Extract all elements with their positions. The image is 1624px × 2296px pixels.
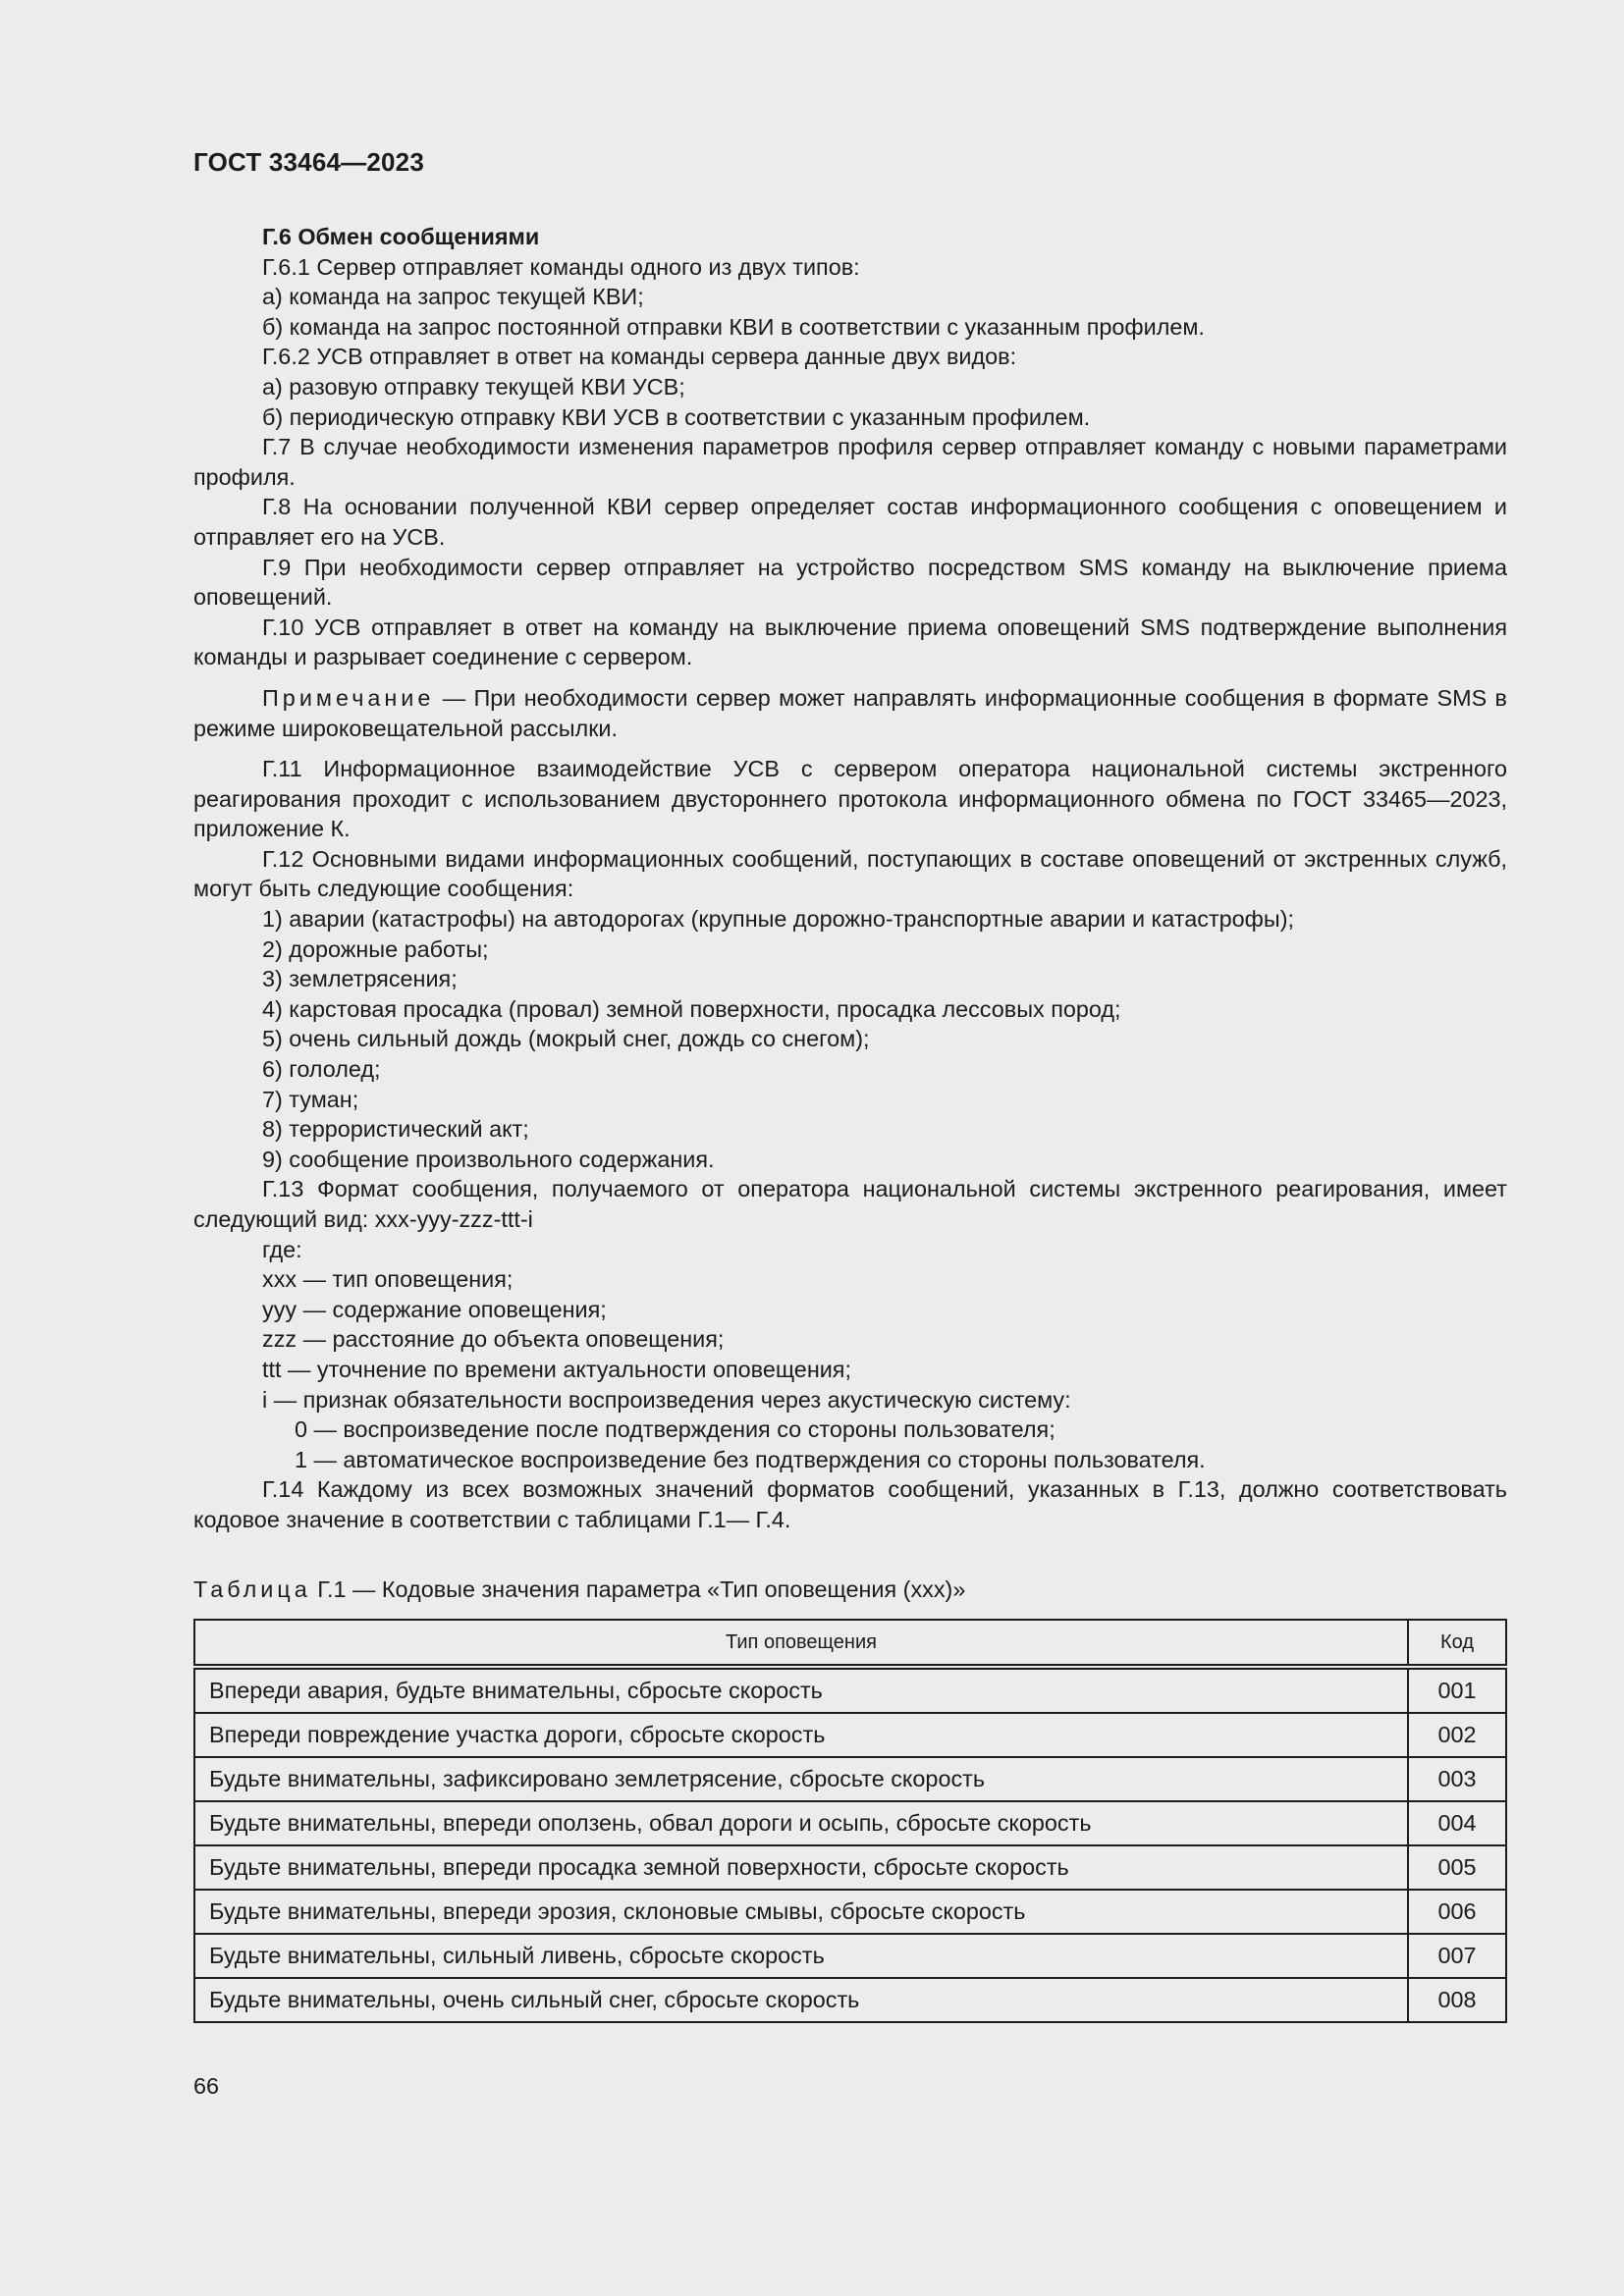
list-item: 9) сообщение произвольного содержания. — [262, 1146, 715, 1172]
document-body — [193, 222, 1507, 1535]
table-row — [194, 1757, 1506, 1801]
paragraph: Г.9 При необходимости сервер отправляет на устройство посредством SMS команду на выключение приема оповещений. — [193, 554, 1507, 611]
table-row — [194, 1890, 1506, 1934]
table-row — [194, 1934, 1506, 1978]
list-item: 2) дорожные работы; — [262, 935, 489, 962]
paragraph: а) команда на запрос текущей КВИ; — [262, 284, 644, 310]
table-row — [194, 1667, 1506, 1713]
table-row — [194, 1713, 1506, 1757]
document-id: ГОСТ 33464—2023 — [193, 147, 424, 177]
cell-code: 003 — [1408, 1757, 1506, 1801]
table-caption-label: Таблица — [193, 1576, 311, 1602]
cell-type: Будьте внимательны, зафиксировано землетрясение, сбросьте скорость — [194, 1757, 1408, 1801]
paragraph: Г.6.1 Сервер отправляет команды одного из двух типов: — [262, 253, 860, 280]
cell-code: 006 — [1408, 1890, 1506, 1934]
definition-item: yyy — содержание оповещения; — [262, 1296, 607, 1322]
list-item: 8) террористический акт; — [262, 1116, 529, 1143]
definition-item: zzz — расстояние до объекта оповещения; — [262, 1326, 725, 1353]
sub-definition-item: 1 — автоматическое воспроизведение без подтверждения со стороны пользователя. — [295, 1446, 1206, 1472]
list-item: 6) гололед; — [262, 1056, 381, 1083]
cell-type: Будьте внимательны, впереди оползень, обвал дороги и осыпь, сбросьте скорость — [194, 1801, 1408, 1845]
sub-definition-item: 0 — воспроизведение после подтверждения со стороны пользователя; — [295, 1416, 1056, 1443]
cell-type: Впереди авария, будьте внимательны, сбросьте скорость — [194, 1667, 1408, 1713]
column-header-code: Код — [1408, 1620, 1506, 1667]
note-text: — При необходимости сервер может направлять информационные сообщения в формате SMS в режиме широковещательной рассылки. — [193, 684, 1507, 741]
paragraph: б) команда на запрос постоянной отправки КВИ в соответствии с указанным профилем. — [262, 313, 1205, 340]
cell-code: 008 — [1408, 1978, 1506, 2022]
list-item: 3) землетрясения; — [262, 966, 458, 992]
cell-code: 001 — [1408, 1667, 1506, 1713]
cell-type: Будьте внимательны, очень сильный снег, сбросьте скорость — [194, 1978, 1408, 2022]
paragraph: Г.6.2 УСВ отправляет в ответ на команды сервера данные двух видов: — [262, 344, 1017, 370]
definition-item: ttt — уточнение по времени актуальности оповещения; — [262, 1356, 851, 1382]
note-label: Примечание — [262, 684, 435, 711]
table-caption — [193, 1575, 965, 1604]
list-item: 7) туман; — [262, 1086, 359, 1112]
table-header-row — [194, 1620, 1506, 1667]
table-caption-text: Г.1 — Кодовые значения параметра «Тип оповещения (xxx)» — [310, 1576, 966, 1602]
list-item: 4) карстовая просадка (провал) земной поверхности, просадка лессовых пород; — [262, 995, 1121, 1022]
section-title: Г.6 Обмен сообщениями — [262, 224, 540, 249]
paragraph: Г.11 Информационное взаимодействие УСВ с сервером оператора национальной системы экстренного реагирования проходит с использованием двустороннего протокола информационного обмена по ГОСТ 33465—2023, приложение К. — [193, 756, 1507, 842]
paragraph: Г.10 УСВ отправляет в ответ на команду на выключение приема оповещений SMS подтверждение выполнения команды и разрывает соединение с сервером. — [193, 614, 1507, 670]
cell-type: Будьте внимательны, впереди просадка земной поверхности, сбросьте скорость — [194, 1845, 1408, 1890]
paragraph: Г.12 Основными видами информационных сообщений, поступающих в составе оповещений от экстренных служб, могут быть следующие сообщения: — [193, 845, 1507, 902]
cell-type: Впереди повреждение участка дороги, сбросьте скорость — [194, 1713, 1408, 1757]
paragraph: б) периодическую отправку КВИ УСВ в соответствии с указанным профилем. — [262, 403, 1091, 430]
table-row — [194, 1845, 1506, 1890]
cell-type: Будьте внимательны, сильный ливень, сбросьте скорость — [194, 1934, 1408, 1978]
list-item: 5) очень сильный дождь (мокрый снег, дождь со снегом); — [262, 1026, 870, 1052]
definition-item: xxx — тип оповещения; — [262, 1266, 514, 1293]
column-header-type: Тип оповещения — [194, 1620, 1408, 1667]
paragraph: Г.13 Формат сообщения, получаемого от оператора национальной системы экстренного реагирования, имеет следующий вид: xxx-yyy-zzz-ttt-i — [193, 1176, 1507, 1232]
cell-type: Будьте внимательны, впереди эрозия, склоновые смывы, сбросьте скорость — [194, 1890, 1408, 1934]
definition-intro: где: — [262, 1236, 302, 1262]
table-row — [194, 1801, 1506, 1845]
cell-code: 004 — [1408, 1801, 1506, 1845]
definition-item: i — признак обязательности воспроизведения через акустическую систему: — [262, 1386, 1071, 1413]
cell-code: 007 — [1408, 1934, 1506, 1978]
list-item: 1) аварии (катастрофы) на автодорогах (крупные дорожно-транспортные аварии и катастрофы); — [262, 906, 1295, 933]
code-table — [193, 1619, 1507, 2023]
paragraph: Г.14 Каждому из всех возможных значений форматов сообщений, указанных в Г.13, должно соответствовать кодовое значение в соответствии с таблицами Г.1— Г.4. — [193, 1476, 1507, 1532]
cell-code: 005 — [1408, 1845, 1506, 1890]
page-number: 66 — [193, 2073, 220, 2099]
paragraph: Г.7 В случае необходимости изменения параметров профиля сервер отправляет команду с новыми параметрами профиля. — [193, 434, 1507, 490]
table-row — [194, 1978, 1506, 2022]
note — [193, 683, 1507, 743]
paragraph: Г.8 На основании полученной КВИ сервер определяет состав информационного сообщения с оповещением и отправляет его на УСВ. — [193, 494, 1507, 550]
paragraph: а) разовую отправку текущей КВИ УСВ; — [262, 373, 685, 400]
cell-code: 002 — [1408, 1713, 1506, 1757]
